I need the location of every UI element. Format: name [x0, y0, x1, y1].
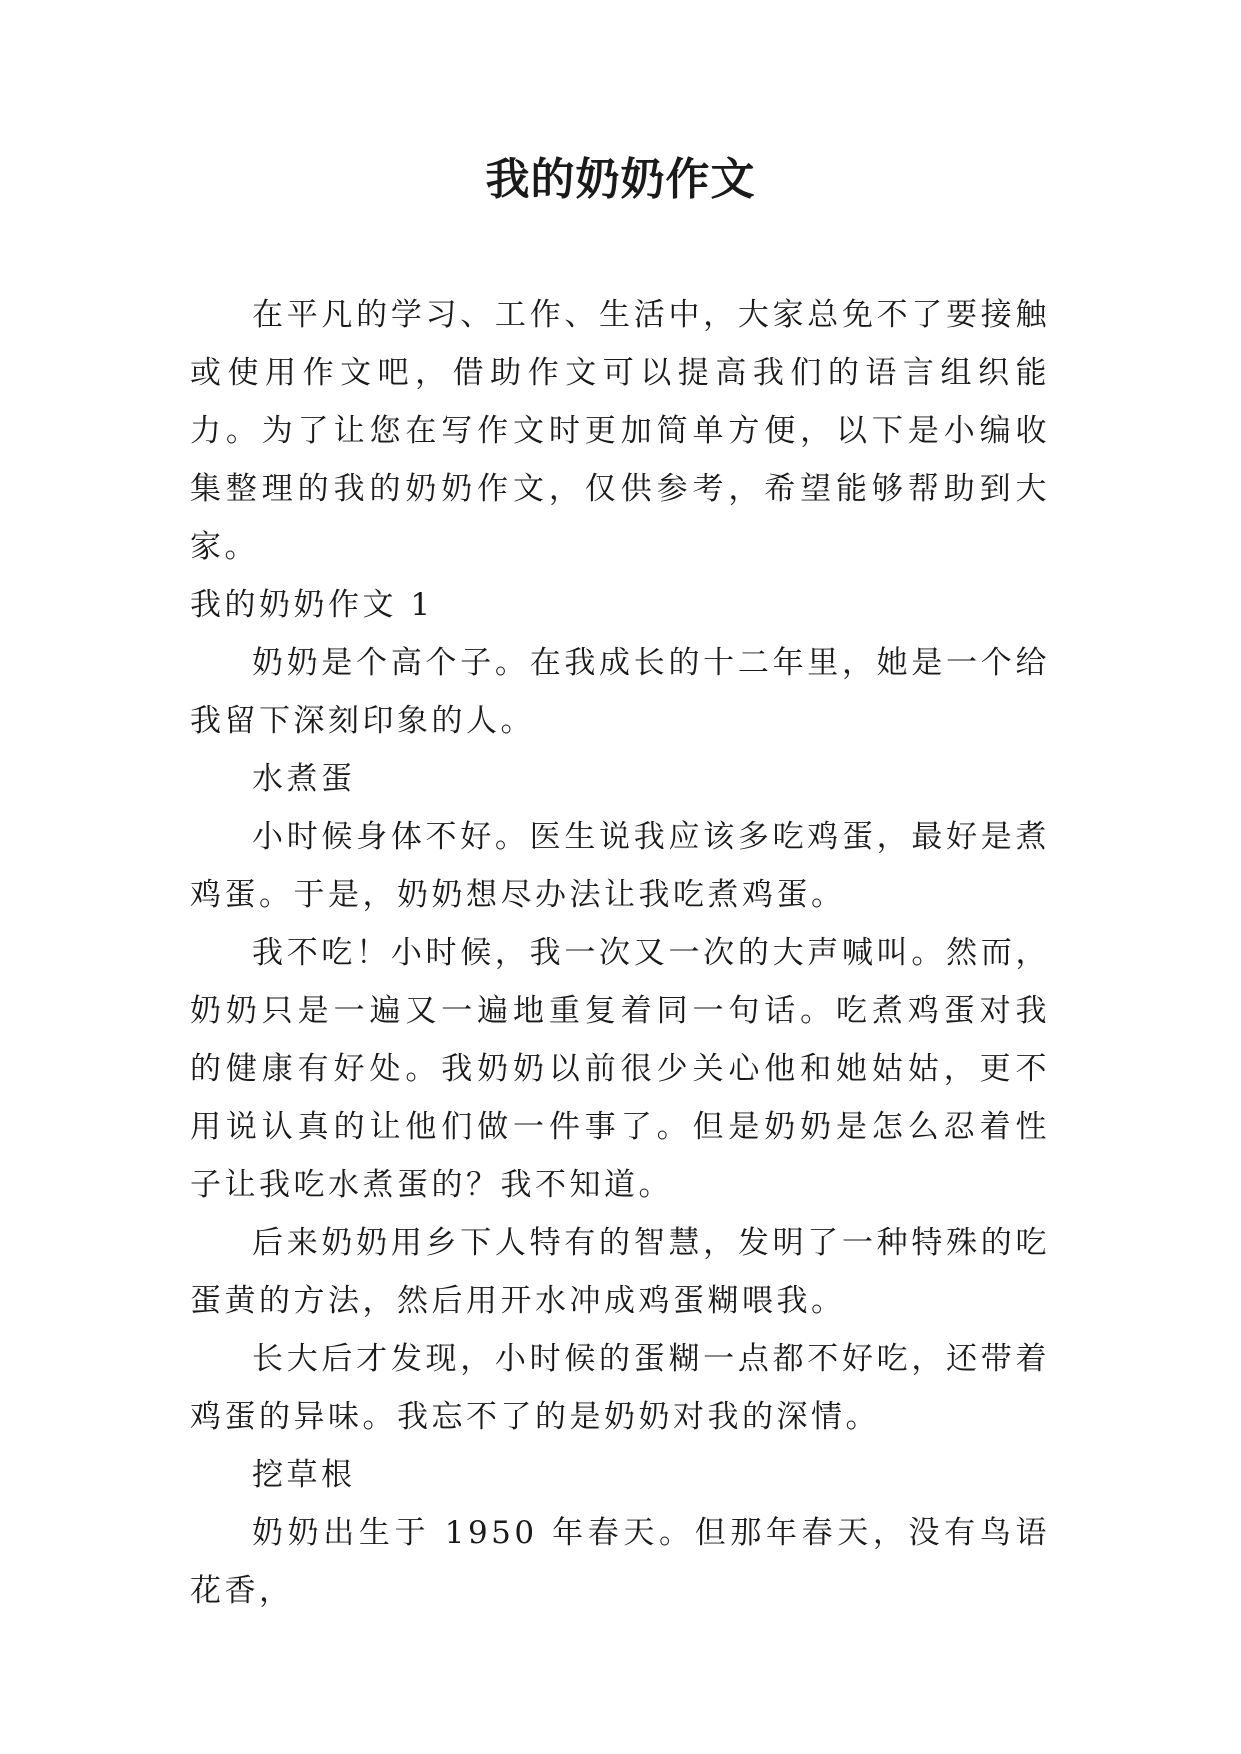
paragraph: 我不吃！小时候，我一次又一次的大声喊叫。然而，奶奶只是一遍又一遍地重复着同一句话。吃煮鸡蛋对我的健康有好处。我奶奶以前很少关心他和她姑姑，更不用说认真的让他们做一件事了。但是奶奶是怎么忍着性子让我吃水煮蛋的？我不知道。	[190, 935, 1050, 1203]
paragraph: 小时候身体不好。医生说我应该多吃鸡蛋，最好是煮鸡蛋。于是，奶奶想尽办法让我吃煮鸡蛋。	[190, 819, 1050, 913]
section-heading: 我的奶奶作文 1	[190, 587, 434, 623]
subheading-boiled-egg: 水煮蛋	[252, 761, 356, 797]
intro-paragraph: 在平凡的学习、工作、生活中，大家总免不了要接触或使用作文吧，借助作文可以提高我们的语言组织能力。为了让您在写作文时更加简单方便，以下是小编收集整理的我的奶奶作文，仅供参考，希望能够帮助到大家。	[190, 297, 1050, 565]
intro-block	[190, 286, 1050, 576]
paragraph: 后来奶奶用乡下人特有的智慧，发明了一种特殊的吃蛋黄的方法，然后用开水冲成鸡蛋糊喂我。	[190, 1225, 1050, 1319]
essay-body	[190, 576, 1050, 1620]
document-title: 我的奶奶作文	[485, 154, 756, 205]
paragraph: 奶奶是个高个子。在我成长的十二年里，她是一个给我留下深刻印象的人。	[190, 645, 1050, 739]
paragraph: 奶奶出生于 1950 年春天。但那年春天，没有鸟语花香，	[190, 1515, 1050, 1609]
paragraph: 长大后才发现，小时候的蛋糊一点都不好吃，还带着鸡蛋的异味。我忘不了的是奶奶对我的深情。	[190, 1341, 1050, 1435]
subheading-dig-roots: 挖草根	[252, 1457, 356, 1493]
